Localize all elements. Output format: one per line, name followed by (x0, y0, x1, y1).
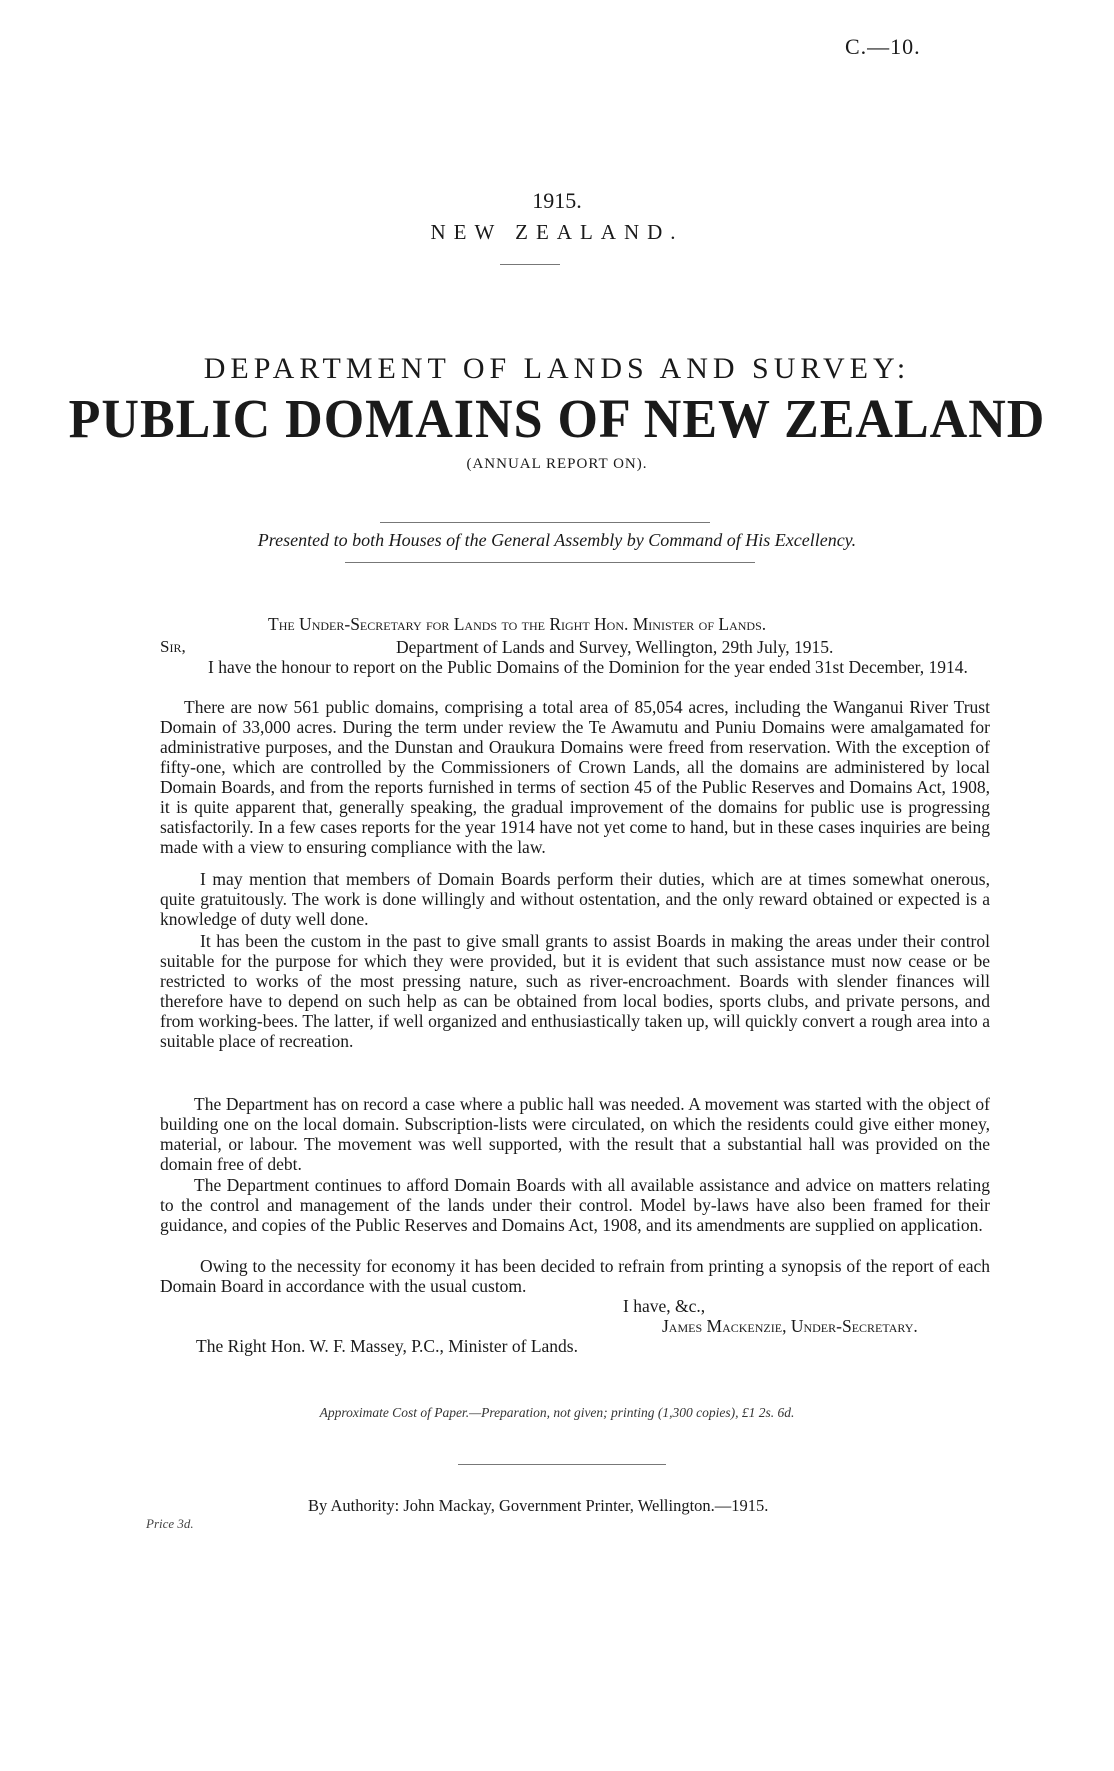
country-heading: NEW ZEALAND. (430, 220, 684, 244)
paragraph-6: The Department continues to afford Domain Boards with all available assistance and advice on matters relating to the control and management of the lands under their control. Model by-laws have also been framed for their guidance, and copies of the Public Reserves and Domains Act, 1908, and its amendments are supplied on application. (160, 1175, 990, 1235)
letter-signature: James Mackenzie, Under-Secretary. (662, 1316, 918, 1336)
paragraph-5: The Department has on record a case where a public hall was needed. A movement was started with the object of building one on the local domain. Subscription-lists were circulated, on which the residents could give either money, material, or labour. The movement was well supported, with the result that a substantial hall was provided on the domain free of debt. (160, 1094, 990, 1174)
divider-imprint (458, 1464, 666, 1465)
letter-address: The Under-Secretary for Lands to the Right Hon. Minister of Lands. (268, 614, 767, 634)
paragraph-2: There are now 561 public domains, comprising a total area of 85,054 acres, including the Wanganui River Trust Domain of 33,000 acres. During the term under review the Te Awamutu and Puniu Domains were amalgamated for administrative purposes, and the Dunstan and Oraukura Domains were freed from reservation. With the exception of fifty-one, which are controlled by the Commissioners of Crown Lands, all the domains are administered by local Domain Boards, and from the reports furnished in terms of section 45 of the Public Reserves and Domains Act, 1908, it is quite apparent that, generally speaking, the gradual improvement of the domains for public use is progressing satisfactorily. In a few cases reports for the year 1914 have not yet come to hand, but in these cases inquiries are being made with a view to ensuring compliance with the law. (160, 697, 990, 857)
paragraph-7: Owing to the necessity for economy it has been decided to refrain from printing a synopsis of the report of each Domain Board in accordance with the usual custom. (160, 1256, 990, 1296)
department-heading: DEPARTMENT OF LANDS AND SURVEY: (203, 352, 911, 385)
price-note: Price 3d. (146, 1516, 194, 1531)
report-year: 1915. (532, 188, 582, 213)
paragraph-4: It has been the custom in the past to give small grants to assist Boards in making the areas under their control suitable for the purpose for which they were provided, but it is evident that such assistance must now cease or be restricted to works of the most pressing nature, such as river-encroachment. Boards with slender finances will therefore have to depend on such help as can be obtained from local bodies, sports clubs, and private persons, and from working-bees. The latter, if well organized and enthusiastically taken up, will quickly convert a rough area into a suitable place of recreation. (160, 931, 990, 1051)
letter-closing: I have, &c., (623, 1296, 706, 1316)
divider-presented-top (380, 522, 710, 523)
page-reference: C.—10. (845, 34, 921, 59)
imprint-line: By Authority: John Mackay, Government Printer, Wellington.—1915. (308, 1496, 769, 1515)
divider-presented-bottom (345, 562, 755, 563)
cost-note: Approximate Cost of Paper.—Preparation, not given; printing (1,300 copies), £1 2s. 6d. (319, 1405, 795, 1420)
divider-top (500, 264, 560, 265)
letter-salutation: Sir, (160, 637, 186, 656)
presented-line: Presented to both Houses of the General Assembly by Command of His Excellency. (257, 530, 857, 550)
paragraph-3: I may mention that members of Domain Boards perform their duties, which are at times somewhat onerous, quite gratuitously. The work is done willingly and without ostentation, and the only reward obtained or expected is a knowledge of duty well done. (160, 869, 990, 929)
main-title: PUBLIC DOMAINS OF NEW ZEALAND (68, 389, 1046, 450)
paragraph-1: I have the honour to report on the Public Domains of the Dominion for the year ended 31st December, 1914. (208, 657, 968, 677)
letter-recipient: The Right Hon. W. F. Massey, P.C., Minister of Lands. (196, 1336, 578, 1356)
subtitle: (ANNUAL REPORT ON). (466, 456, 648, 472)
letter-dateline: Department of Lands and Survey, Wellington, 29th July, 1915. (396, 637, 834, 657)
